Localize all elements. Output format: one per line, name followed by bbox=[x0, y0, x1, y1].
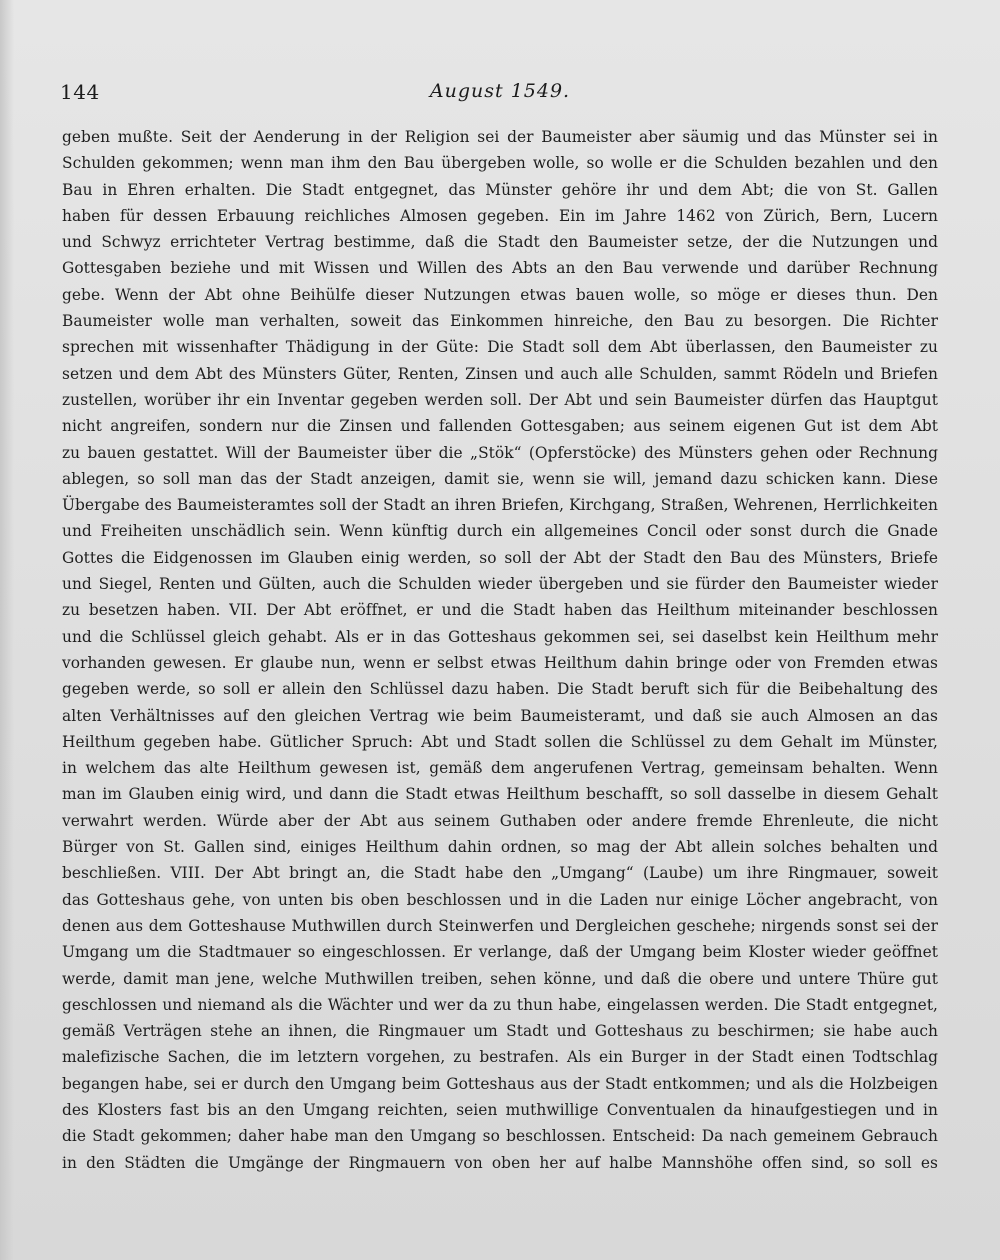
text-line: in den Städten die Umgänge der Ringmauern von oben her auf halbe Mannshöhe offen sind, so soll es bbox=[62, 1153, 938, 1172]
running-head: August 1549. bbox=[429, 80, 571, 102]
text-line bbox=[62, 1176, 938, 1202]
text-line: gegeben werde, so soll er allein den Schlüssel dazu haben. Die Stadt beruft sich für die Beibehaltung des bbox=[62, 680, 938, 699]
text-line: haben für dessen Erbauung reichliches Almosen gegeben. Ein im Jahre 1462 von Zürich, Bern, Lucern bbox=[62, 206, 938, 225]
text-line: und die Schlüssel gleich gehabt. Als er in das Gotteshaus gekommen sei, sei daselbst kein Heilthum mehr bbox=[62, 627, 938, 646]
text-line: Bau in Ehren erhalten. Die Stadt entgegnet, das Münster gehöre ihr und dem Abt; die von St. Gallen bbox=[62, 180, 938, 199]
text-line: und Schwyz errichteter Vertrag bestimme, daß die Stadt den Baumeister setze, der die Nutzungen und bbox=[62, 233, 938, 252]
text-line: ablegen, so soll man das der Stadt anzeigen, damit sie, wenn sie will, jemand dazu schicken kann. Diese bbox=[62, 469, 938, 488]
text-line: Gottes die Eidgenossen im Glauben einig werden, so soll der Abt der Stadt den Bau des Münsters, Briefe bbox=[62, 548, 938, 567]
text-line: gebe. Wenn der Abt ohne Beihülfe dieser Nutzungen etwas bauen wolle, so möge er dieses thun. Den bbox=[62, 285, 938, 304]
text-line: und Freiheiten unschädlich sein. Wenn künftig durch ein allgemeines Concil oder sonst durch die Gnade bbox=[62, 522, 938, 541]
text-line: Baumeister wolle man verhalten, soweit das Einkommen hinreiche, den Bau zu besorgen. Die Richter bbox=[62, 312, 938, 331]
text-line: setzen und dem Abt des Münsters Güter, Renten, Zinsen und auch alle Schulden, sammt Rödeln und Briefen bbox=[62, 364, 938, 383]
text-line: Schulden gekommen; wenn man ihm den Bau übergeben wolle, so wolle er die Schulden bezahlen und den bbox=[62, 154, 938, 173]
text-line: Bürger von St. Gallen sind, einiges Heilthum dahin ordnen, so mag der Abt allein solches behalten und bbox=[62, 838, 938, 857]
text-line: in welchem das alte Heilthum gewesen ist, gemäß dem angerufenen Vertrag, gemeinsam behalten. Wenn bbox=[62, 759, 938, 778]
text-line: verwahrt werden. Würde aber der Abt aus seinem Guthaben oder andere fremde Ehrenleute, die nicht bbox=[62, 811, 938, 830]
text-line: vorhanden gewesen. Er glaube nun, wenn er selbst etwas Heilthum dahin bringe oder von Fremden etwas bbox=[62, 653, 938, 672]
text-line: alten Verhältnisses auf den gleichen Vertrag wie beim Baumeisteramt, und daß sie auch Almosen an das bbox=[62, 706, 938, 725]
text-line: geschlossen und niemand als die Wächter und wer da zu thun habe, eingelassen werden. Die Stadt entgegnet, bbox=[62, 995, 938, 1014]
page-number: 144 bbox=[60, 80, 100, 104]
text-line: und Siegel, Renten und Gülten, auch die Schulden wieder übergeben und sie fürder den Baumeister wieder bbox=[62, 575, 938, 594]
text-line: Heilthum gegeben habe. Gütlicher Spruch: Abt und Stadt sollen die Schlüssel zu dem Gehalt im Münster, bbox=[62, 732, 938, 751]
text-line: man im Glauben einig wird, und dann die Stadt etwas Heilthum beschafft, so soll dasselbe in diesem Gehalt bbox=[62, 785, 938, 804]
text-line: malefizische Sachen, die im letztern vorgehen, zu bestrafen. Als ein Burger in der Stadt einen Todtschlag bbox=[62, 1048, 938, 1067]
text-line: zu bauen gestattet. Will der Baumeister über die „Stök“ (Opferstöcke) des Münsters gehen oder Rechnung bbox=[62, 443, 938, 462]
text-line: zustellen, worüber ihr ein Inventar gegeben werden soll. Der Abt und sein Baumeister dürfen das Hauptgut bbox=[62, 390, 938, 409]
page-header bbox=[60, 80, 940, 112]
text-line: sprechen mit wissenhafter Thädigung in der Güte: Die Stadt soll dem Abt überlassen, den Baumeister zu bbox=[62, 338, 938, 357]
text-line: des Klosters fast bis an den Umgang reichten, seien muthwillige Conventualen da hinaufgestiegen und in bbox=[62, 1100, 938, 1119]
text-line: das Gotteshaus gehe, von unten bis oben beschlossen und in die Laden nur einige Löcher angebracht, von bbox=[62, 890, 938, 909]
text-line: Übergabe des Baumeisteramtes soll der Stadt an ihren Briefen, Kirchgang, Straßen, Wehrenen, Herrlichkeiten bbox=[62, 496, 938, 515]
text-line: begangen habe, sei er durch den Umgang beim Gotteshaus aus der Stadt entkommen; und als die Holzbeigen bbox=[62, 1074, 938, 1093]
text-line: geben mußte. Seit der Aenderung in der Religion sei der Baumeister aber säumig und das Münster sei in bbox=[62, 128, 938, 146]
text-line: zu besetzen haben. VII. Der Abt eröffnet, er und die Stadt haben das Heilthum miteinander beschlossen bbox=[62, 601, 938, 620]
body-text bbox=[62, 124, 938, 1202]
text-line: Umgang um die Stadtmauer so eingeschlossen. Er verlange, daß der Umgang beim Kloster wieder geöffnet bbox=[62, 943, 938, 962]
text-line: Gottesgaben beziehe und mit Wissen und Willen des Abts an den Bau verwende und darüber Rechnung bbox=[62, 259, 938, 278]
text-line: nicht angreifen, sondern nur die Zinsen und fallenden Gottesgaben; aus seinem eigenen Gut ist dem Abt bbox=[62, 417, 938, 436]
text-line: beschließen. VIII. Der Abt bringt an, die Stadt habe den „Umgang“ (Laube) um ihre Ringmauer, soweit bbox=[62, 864, 938, 883]
text-line: gemäß Verträgen stehe an ihnen, die Ringmauer um Stadt und Gotteshaus zu beschirmen; sie habe auch bbox=[62, 1022, 938, 1041]
text-line: denen aus dem Gotteshause Muthwillen durch Steinwerfen und Dergleichen geschehe; nirgends sonst sei der bbox=[62, 916, 938, 935]
text-line: werde, damit man jene, welche Muthwillen treiben, sehen könne, und daß die obere und untere Thüre gut bbox=[62, 969, 938, 988]
text-line: die Stadt gekommen; daher habe man den Umgang so beschlossen. Entscheid: Da nach gemeinem Gebrauch bbox=[62, 1127, 938, 1146]
